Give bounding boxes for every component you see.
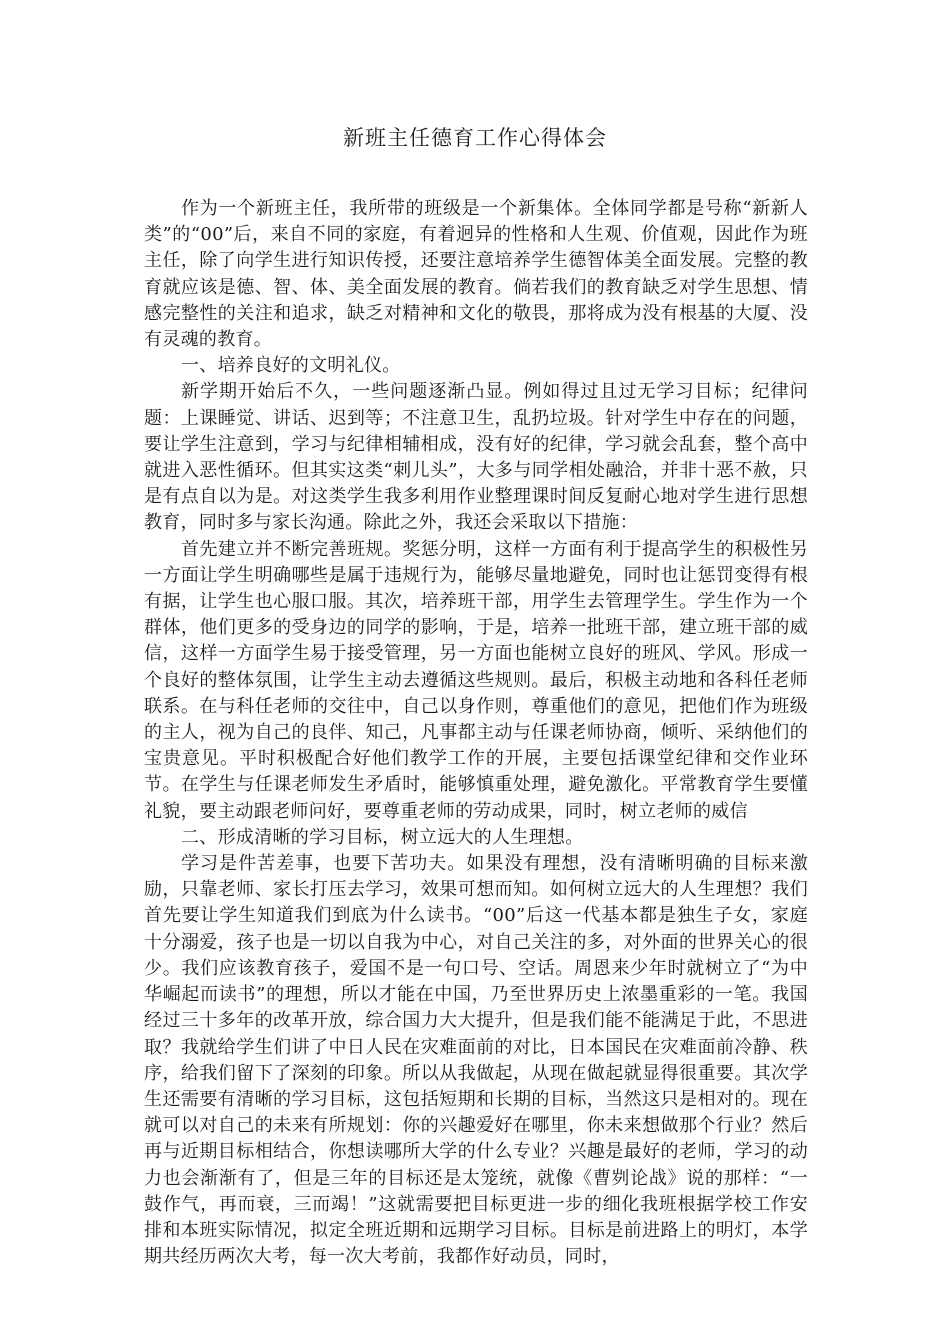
document-title: 新班主任德育工作心得体会: [343, 126, 607, 150]
paragraph-intro: 作为一个新班主任，我所带的班级是一个新集体。全体同学都是号称“新新人类”的“00”后，来自不同的家庭，有着迥异的性格和人生观、价值观，因此作为班主任，除了向学生进行知识传授，还要注意培养学生德智体美全面发展。完整的教育就应该是德、智、体、美全面发展的教育。倘若我们的教育缺乏对学生思想、情感完整性的关注和追求，缺乏对精神和文化的敬畏，那将成为没有根基的大厦、没有灵魂的教育。: [144, 198, 808, 351]
section-heading-1: 一、培养良好的文明礼仪。: [181, 355, 401, 377]
paragraph-measures: 首先建立并不断完善班规。奖惩分明，这样一方面有利于提高学生的积极性另一方面让学生明确哪些是属于违规行为，能够尽量地避免，同时也让惩罚变得有根有据，让学生也心服口服。其次，培养班干部，用学生去管理学生。学生作为一个群体，他们更多的受身边的同学的影响，于是，培养一批班干部，建立班干部的威信，这样一方面学生易于接受管理，另一方面也能树立良好的班风、学风。形成一个良好的整体氛围，让学生主动去遵循这些规则。最后，积极主动地和各科任老师联系。在与科任老师的交往中，自己以身作则，尊重他们的意见，把他们作为班级的主人，视为自己的良伴、知己，凡事都主动与任课老师协商，倾听、采纳他们的宝贵意见。平时积极配合好他们教学工作的开展，主要包括课堂纪律和交作业环节。在学生与任课老师发生矛盾时，能够慎重处理，避免激化。平常教育学生要懂礼貌，要主动跟老师问好，要尊重老师的劳动成果，同时，树立老师的威信: [144, 538, 808, 822]
section-heading-2: 二、形成清晰的学习目标，树立远大的人生理想。: [181, 826, 584, 848]
paragraph-goals: 学习是件苦差事，也要下苦功夫。如果没有理想，没有清晰明确的目标来激励，只靠老师、家长打压去学习，效果可想而知。如何树立远大的人生理想？我们首先要让学生知道我们到底为什么读书。“00”后这一代基本都是独生子女，家庭十分溺爱，孩子也是一切以自我为中心，对自己关注的多，对外面的世界关心的很少。我们应该教育孩子，爱国不是一句口号、空话。周恩来少年时就树立了“为中华崛起而读书”的理想，所以才能在中国，乃至世界历史上浓墨重彩的一笔。我国经过三十多年的改革开放，综合国力大大提升，但是我们能不能满足于此，不思进取？我就给学生们讲了中日人民在灾难面前的对比，日本国民在灾难面前冷静、秩序，给我们留下了深刻的印象。所以从我做起，从现在做起就显得很重要。其次学生还需要有清晰的学习目标，这包括短期和长期的目标，当然这只是相对的。现在就可以对自己的未来有所规划：你的兴趣爱好在哪里，你未来想做那个行业？然后再与近期目标相结合，你想读哪所大学的什么专业？兴趣是最好的老师，学习的动力也会渐渐有了，但是三年的目标还是太笼统，就像《曹刿论战》说的那样：“一鼓作气，再而衰，三而竭！”这就需要把目标更进一步的细化我班根据学校工作安排和本班实际情况，拟定全班近期和远期学习目标。目标是前进路上的明灯，本学期共经历两次大考，每一次大考前，我都作好动员，同时，: [144, 853, 808, 1268]
paragraph-problems: 新学期开始后不久，一些问题逐渐凸显。例如得过且过无学习目标；纪律问题：上课睡觉、讲话、迟到等；不注意卫生，乱扔垃圾。针对学生中存在的问题，要让学生注意到，学习与纪律相辅相成，没有好的纪律，学习就会乱套，整个高中就进入恶性循环。但其实这类“刺儿头”，大多与同学相处融洽，并非十恶不赦，只是有点自以为是。对这类学生我多利用作业整理课时间反复耐心地对学生进行思想教育，同时多与家长沟通。除此之外，我还会采取以下措施：: [144, 381, 808, 534]
document-body: [144, 196, 808, 1270]
